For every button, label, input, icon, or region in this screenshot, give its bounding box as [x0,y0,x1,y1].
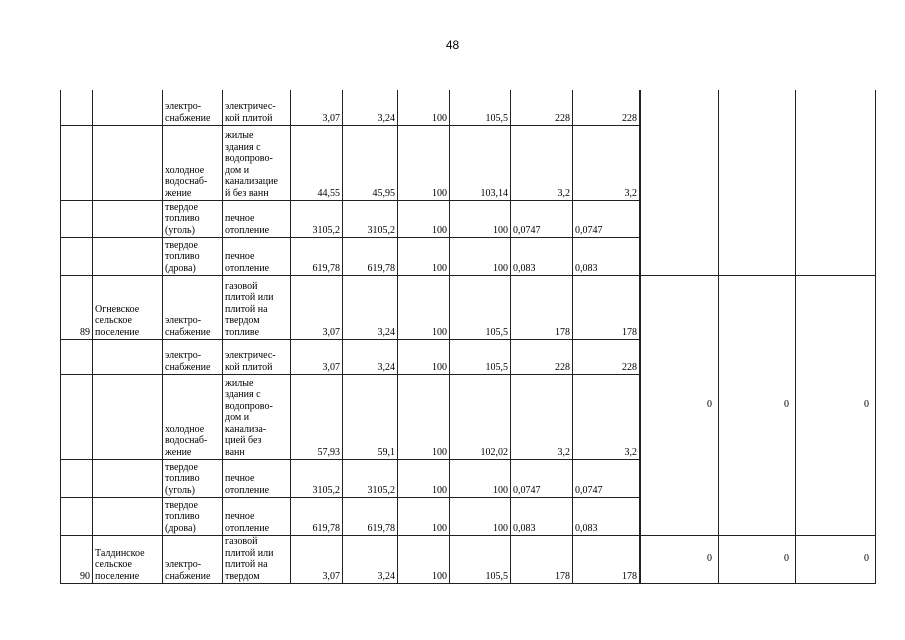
cell-service: электро- снабжение [162,339,222,374]
cell-object: жилые здания с водопрово- дом и канализа- цией без ванн [222,374,290,459]
cell-settlement [92,497,162,535]
cell-v4: 100 [449,459,510,497]
blank-cell [718,90,795,275]
cell-v5: 0,0747 [510,200,572,237]
merged-cell-tald-2: 0 [718,535,795,584]
cell-service: твердое топливо (дрова) [162,237,222,275]
cell-num: 90 [60,535,92,584]
cell-v1: 3105,2 [290,459,342,497]
cell-num [60,237,92,275]
cell-v5: 228 [510,339,572,374]
cell-v4: 105,5 [449,535,510,584]
cell-settlement [92,237,162,275]
cell-v2: 3105,2 [342,200,397,237]
cell-v4: 105,5 [449,339,510,374]
cell-settlement [92,339,162,374]
cell-v5: 3,2 [510,125,572,200]
cell-v6: 3,2 [572,374,640,459]
cell-v2: 619,78 [342,237,397,275]
cell-service: твердое топливо (уголь) [162,459,222,497]
cell-v2: 3,24 [342,339,397,374]
cell-v5: 228 [510,90,572,125]
cell-v6: 0,083 [572,497,640,535]
cell-v6: 178 [572,275,640,339]
cell-v5: 0,083 [510,497,572,535]
cell-service: электро- снабжение [162,535,222,584]
cell-v6: 3,2 [572,125,640,200]
cell-v6: 0,0747 [572,459,640,497]
cell-v5: 178 [510,275,572,339]
cell-v4: 100 [449,200,510,237]
cell-v1: 3,07 [290,275,342,339]
cell-num: 89 [60,275,92,339]
blank-cell [795,90,876,275]
cell-v3: 100 [397,535,449,584]
cell-settlement [92,200,162,237]
cell-settlement [92,90,162,125]
cell-num [60,339,92,374]
blank-cell [640,90,718,275]
cell-v4: 103,14 [449,125,510,200]
cell-v5: 178 [510,535,572,584]
cell-v3: 100 [397,374,449,459]
cell-num [60,374,92,459]
cell-v4: 102,02 [449,374,510,459]
cell-v4: 105,5 [449,90,510,125]
cell-v5: 3,2 [510,374,572,459]
cell-v4: 105,5 [449,275,510,339]
cell-num [60,497,92,535]
cell-service: электро- снабжение [162,90,222,125]
cell-service: холодное водоснаб- жение [162,125,222,200]
cell-v3: 100 [397,497,449,535]
cell-v2: 3,24 [342,275,397,339]
cell-settlement [92,125,162,200]
cell-v1: 3,07 [290,90,342,125]
cell-object: электричес- кой плитой [222,90,290,125]
cell-v3: 100 [397,125,449,200]
cell-v2: 59,1 [342,374,397,459]
cell-v3: 100 [397,459,449,497]
cell-v5: 0,083 [510,237,572,275]
cell-object: печное отопление [222,459,290,497]
merged-cell-ogn-3: 0 [795,275,876,535]
cell-settlement: Талдинское сельское поселение [92,535,162,584]
cell-v2: 619,78 [342,497,397,535]
cell-v2: 3105,2 [342,459,397,497]
cell-v1: 3,07 [290,339,342,374]
cell-v3: 100 [397,275,449,339]
cell-settlement [92,459,162,497]
cell-v6: 228 [572,339,640,374]
cell-v5: 0,0747 [510,459,572,497]
merged-cell-tald-3: 0 [795,535,876,584]
cell-v6: 228 [572,90,640,125]
cell-object: печное отопление [222,497,290,535]
cell-v1: 3105,2 [290,200,342,237]
cell-service: электро- снабжение [162,275,222,339]
cell-num [60,200,92,237]
cell-v1: 44,55 [290,125,342,200]
cell-object: жилые здания с водопрово- дом и канализацие й без ванн [222,125,290,200]
cell-service: твердое топливо (дрова) [162,497,222,535]
cell-v6: 0,083 [572,237,640,275]
cell-object: газовой плитой или плитой на твердом [222,535,290,584]
cell-object: печное отопление [222,237,290,275]
cell-v3: 100 [397,339,449,374]
cell-v2: 3,24 [342,90,397,125]
cell-num [60,90,92,125]
cell-object: электричес- кой плитой [222,339,290,374]
cell-v3: 100 [397,200,449,237]
cell-object: газовой плитой или плитой на твердом топливе [222,275,290,339]
cell-object: печное отопление [222,200,290,237]
tariff-table [60,90,876,584]
cell-v1: 619,78 [290,497,342,535]
cell-v1: 57,93 [290,374,342,459]
cell-v4: 100 [449,497,510,535]
merged-cell-tald-1: 0 [640,535,718,584]
cell-settlement [92,374,162,459]
cell-num [60,125,92,200]
cell-num [60,459,92,497]
page-number: 48 [445,38,460,52]
cell-v2: 45,95 [342,125,397,200]
cell-settlement: Огневское сельское поселение [92,275,162,339]
cell-v3: 100 [397,237,449,275]
cell-service: холодное водоснаб- жение [162,374,222,459]
cell-v4: 100 [449,237,510,275]
cell-v1: 619,78 [290,237,342,275]
cell-v2: 3,24 [342,535,397,584]
cell-service: твердое топливо (уголь) [162,200,222,237]
cell-v1: 3,07 [290,535,342,584]
cell-v3: 100 [397,90,449,125]
merged-cell-ogn-1: 0 [640,275,718,535]
cell-v6: 178 [572,535,640,584]
cell-v6: 0,0747 [572,200,640,237]
merged-cell-ogn-2: 0 [718,275,795,535]
